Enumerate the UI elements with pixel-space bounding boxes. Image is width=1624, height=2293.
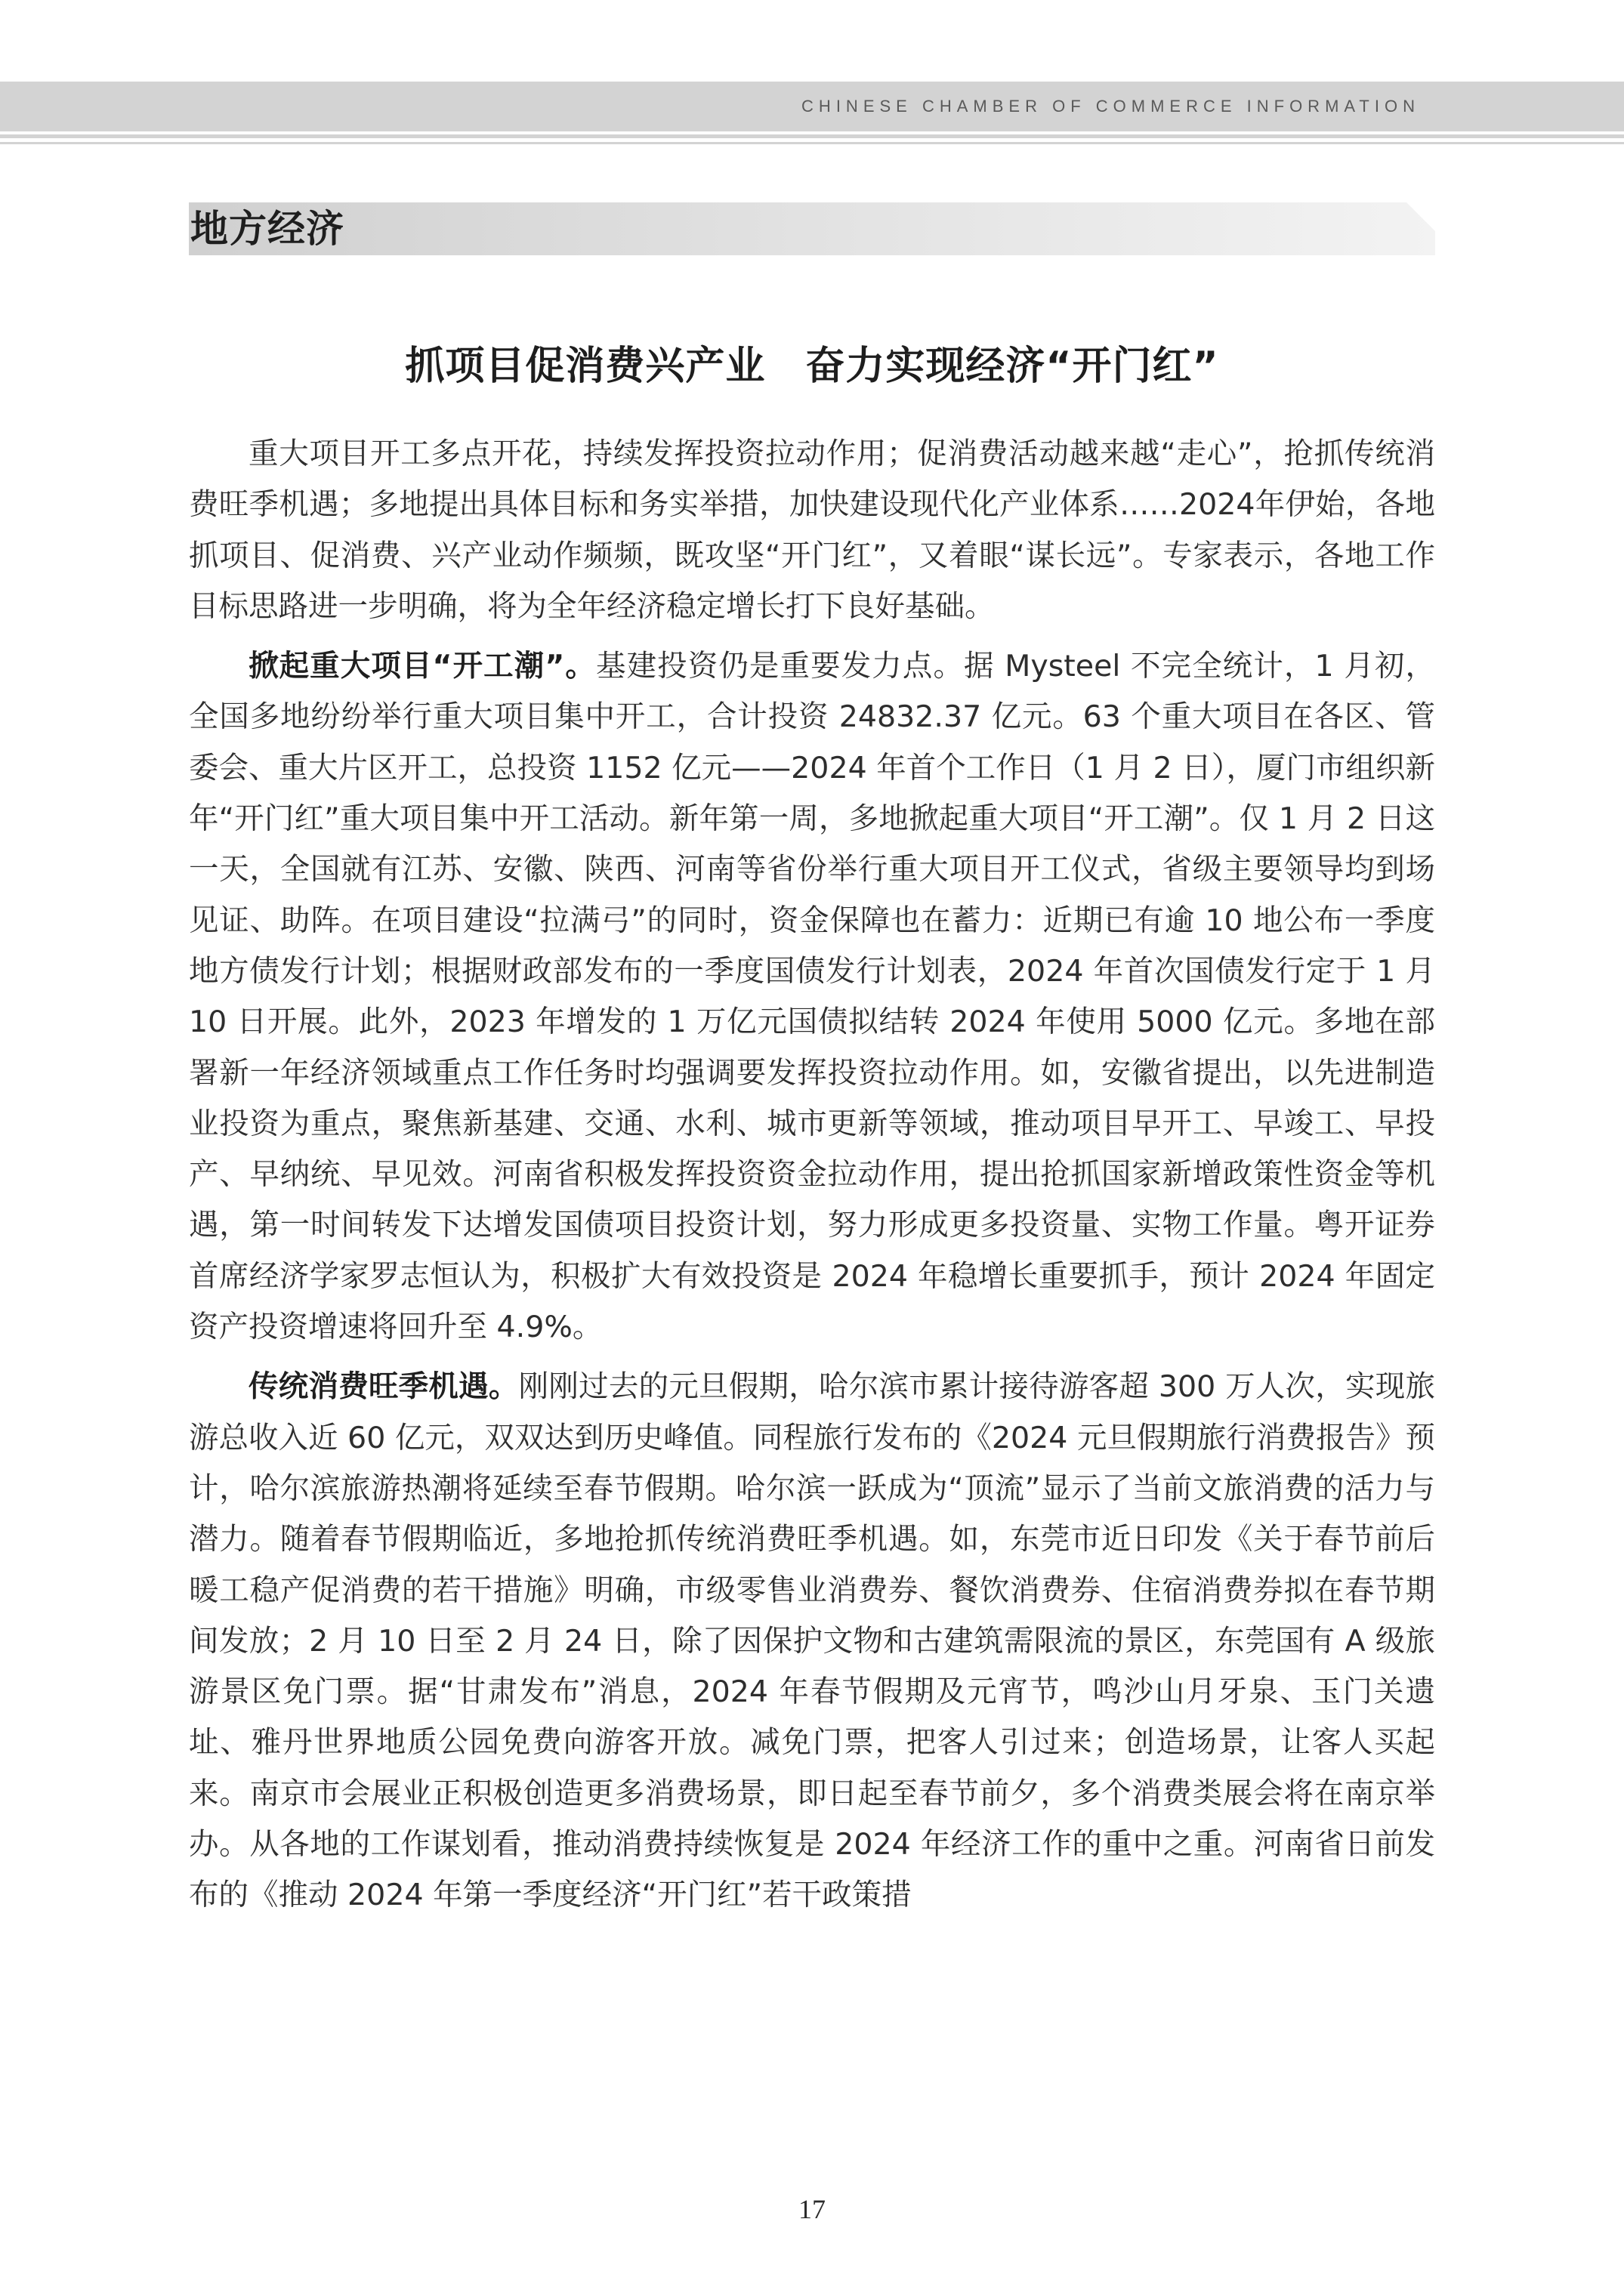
article-title: 抓项目促消费兴产业 奋力实现经济“开门红” [405,344,1219,389]
header-rule [0,142,1624,144]
paragraph-lead: 传统消费旺季机遇。 [249,1369,519,1405]
paragraph-text: 重大项目开工多点开花，持续发挥投资拉动作用；促消费活动越来越“走心”，抢抓传统消费旺季机遇；多地提出具体目标和务实举措，加快建设现代化产业体系……2024年伊始，各地抓项目、促消费、兴产业动作频频，既攻坚“开门红”，又着眼“谋长远”。专家表示，各地工作目标思路进一步明确，将为全年经济稳定增长打下良好基础。 [189,437,1435,624]
paragraph-lead: 掀起重大项目“开工潮”。 [249,649,596,684]
paragraph [189,429,1435,632]
paragraph-text: 基建投资仍是重要发力点。据 Mysteel 不完全统计，1 月初，全国多地纷纷举行重大项目集中开工，合计投资 24832.37 亿元。63 个重大项目在各区、管委会、重大片区开工，总投资 1152 亿元——2024 年首个工作日（1 月 2 日），厦门市组织新年“开门红”重大项目集中开工活动。新年第一周，多地掀起重大项目“开工潮”。仅 1 月 2 日这一天，全国就有江苏、安徽、陕西、河南等省份举行重大项目开工仪式，省级主要领导均到场见证、助阵。在项目建设“拉满弓”的同时，资金保障也在蓄力：近期已有逾 10 地公布一季度地方债发行计划；根据财政部发布的一季度国债发行计划表，2024 年首次国债发行定于 1 月 10 日开展。此外，2023 年增发的 1 万亿元国债拟结转 2024 年使用 5000 亿元。多地在部署新一年经济领域重点工作任务时均强调要发挥投资拉动作用。如，安徽省提出，以先进制造业投资为重点，聚焦新基建、交通、水利、城市更新等领域，推动项目早开工、早竣工、早投产、早纳统、早见效。河南省积极发挥投资资金拉动作用，提出抢抓国家新增政策性资金等机遇，第一时间转发下达增发国债项目投资计划，努力形成更多投资量、实物工作量。粤开证券首席经济学家罗志恒认为，积极扩大有效投资是 2024 年稳增长重要抓手，预计 2024 年固定资产投资增速将回升至 4.9%。 [189,649,1435,1345]
section-bar [189,202,1435,255]
page-number: 17 [798,2194,826,2224]
paragraph [189,1362,1435,1921]
header-rule [0,134,1624,138]
article-body [189,429,1435,1930]
paragraph [189,641,1435,1353]
section-title: 地方经济 [190,206,344,251]
paragraph-text: 刚刚过去的元旦假期，哈尔滨市累计接待游客超 300 万人次，实现旅游总收入近 60 亿元，双双达到历史峰值。同程旅行发布的《2024 元旦假期旅行消费报告》预计，哈尔滨旅游热潮将延续至春节假期。哈尔滨一跃成为“顶流”显示了当前文旅消费的活力与潜力。随着春节假期临近，多地抢抓传统消费旺季机遇。如，东莞市近日印发《关于春节前后暖工稳产促消费的若干措施》明确，市级零售业消费券、餐饮消费券、住宿消费券拟在春节期间发放；2 月 10 日至 2 月 24 日，除了因保护文物和古建筑需限流的景区，东莞国有 A 级旅游景区免门票。据“甘肃发布”消息，2024 年春节假期及元宵节，鸣沙山月牙泉、玉门关遗址、雅丹世界地质公园免费向游客开放。减免门票，把客人引过来；创造场景，让客人买起来。南京市会展业正积极创造更多消费场景，即日起至春节前夕，多个消费类展会将在南京举办。从各地的工作谋划看，推动消费持续恢复是 2024 年经济工作的重中之重。河南省日前发布的《推动 2024 年第一季度经济“开门红”若干政策措 [189,1369,1436,1913]
publication-name: CHINESE CHAMBER OF COMMERCE INFORMATION [801,97,1420,116]
